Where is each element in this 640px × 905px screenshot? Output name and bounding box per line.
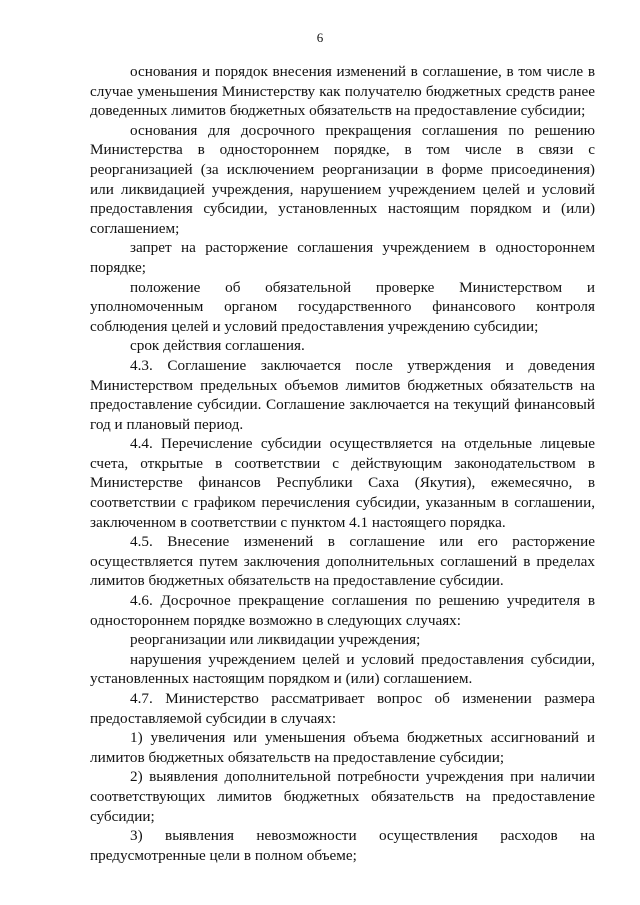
paragraph-amendment-grounds: основания и порядок внесения изменений в соглашение, в том числе в случае уменьшения Министерству как получателю бюджетных средств ранее доведенных лимитов бюджетных обязательств на предоставление субсидии; [90, 63, 595, 120]
paragraph-4-4: 4.4. Перечисление субсидии осуществляется на отдельные лицевые счета, открытые в соответствии с действующим законодательством в Министерстве финансов Республики Саха (Якутия), ежемесячно, в соответствии с графиком перечисления субсидии, указанным в соглашении, заключенном в соответствии с пунктом 4.1 настоящего порядка. [90, 435, 595, 531]
paragraph-4-5: 4.5. Внесение изменений в соглашение или его расторжение осуществляется путем заключения дополнительных соглашений в пределах лимитов бюджетных обязательств на предоставление субсидии. [90, 533, 595, 590]
paragraph-4-3: 4.3. Соглашение заключается после утверждения и доведения Министерством предельных объемов лимитов бюджетных обязательств на предоставление субсидии. Соглашение заключается на текущий финансовый год и плановый период. [90, 356, 595, 433]
page-number: 6 [316, 30, 324, 45]
paragraph-termination-grounds: основания для досрочного прекращения соглашения по решению Министерства в одностороннем порядке, в том числе в связи с реорганизацией (за исключением реорганизации в форме присоединения) или ликвидацией учреждения, нарушением учреждением целей и условий предоставления субсидии, установленных настоящим порядком и (или) соглашением; [90, 121, 595, 237]
paragraph-termination-ban: запрет на расторжение соглашения учреждением в одностороннем порядке; [90, 239, 595, 276]
paragraph-agreement-term: срок действия соглашения. [130, 337, 305, 355]
document-body [90, 62, 595, 865]
list-item-4-7-1: 1) увеличения или уменьшения объема бюджетных ассигнований и лимитов бюджетных обязательств на предоставление субсидии; [90, 729, 595, 766]
list-item-4-7-2: 2) выявления дополнительной потребности учреждения при наличии соответствующих лимитов бюджетных обязательств на предоставление субсидии; [90, 768, 595, 825]
list-item-4-7-3: 3) выявления невозможности осуществления расходов на предусмотренные цели в полном объеме; [90, 827, 595, 864]
paragraph-4-6: 4.6. Досрочное прекращение соглашения по решению учредителя в одностороннем порядке возможно в следующих случаях: [90, 592, 595, 629]
paragraph-4-6-violation: нарушения учреждением целей и условий предоставления субсидии, установленных настоящим порядком и (или) соглашением. [90, 650, 595, 688]
paragraph-4-6-reorganization: реорганизации или ликвидации учреждения; [130, 631, 421, 649]
paragraph-compliance-check: положение об обязательной проверке Министерством и уполномоченным органом государственного финансового контроля соблюдения целей и условий предоставления учреждению субсидии; [90, 278, 595, 335]
paragraph-4-7: 4.7. Министерство рассматривает вопрос об изменении размера предоставляемой субсидии в случаях: [90, 690, 595, 727]
